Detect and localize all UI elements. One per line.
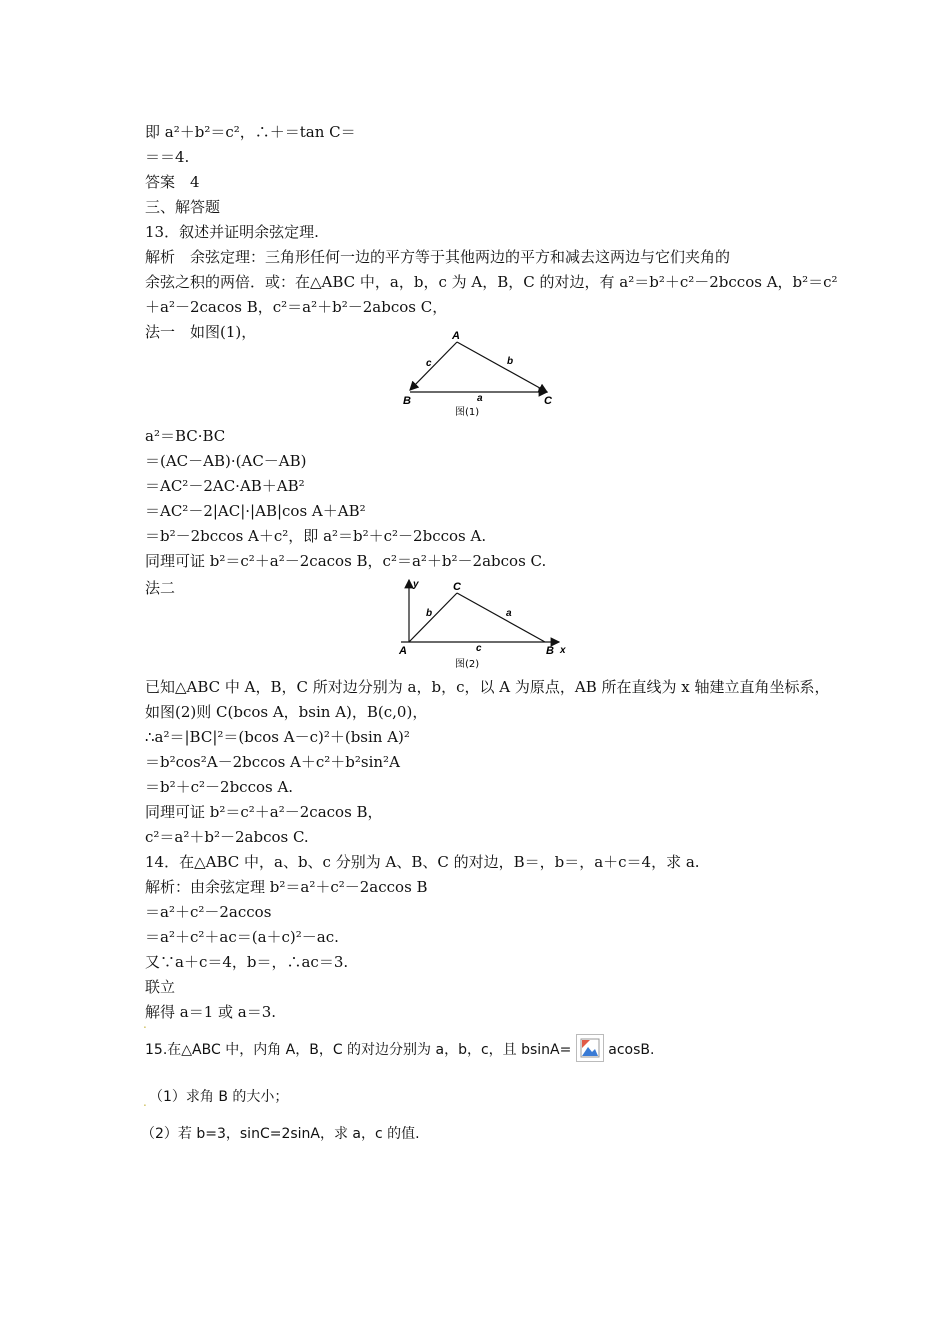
q15-stem-after: acosB. xyxy=(608,1042,655,1058)
text-line: 解析：由余弦定理 b²＝a²＋c²－2accos B xyxy=(145,878,428,896)
text-line: ＝a²＋c²－2accos xyxy=(145,903,272,921)
text-line: 已知△ABC 中 A，B，C 所对边分别为 a，b，c，以 A 为原点，AB 所在直线为 x 轴建立直角坐标系， xyxy=(145,678,830,696)
text-line: ＝AC²－2|AC|·|AB|cos A＋AB² xyxy=(145,502,366,520)
text-line: 同理可证 b²＝c²＋a²－2cacos B，c²＝a²＋b²－2abcos C. xyxy=(145,552,547,570)
figure-1-triangle xyxy=(395,328,565,422)
method-1-heading: 法一 如图(1)， xyxy=(145,323,257,341)
text-line: c²＝a²＋b²－2abcos C. xyxy=(145,828,309,846)
text-line: ∴a²＝|BC|²＝(bcos A－c)²＋(bsin A)² xyxy=(145,728,410,746)
fig1-side-b: b xyxy=(507,356,514,367)
fig1-vertex-c: C xyxy=(544,395,552,407)
fig1-vertex-a: A xyxy=(452,330,460,342)
fig1-caption: 图(1) xyxy=(455,407,480,418)
text-line: ＋a²－2cacos B，c²＝a²＋b²－2abcos C， xyxy=(145,298,448,316)
text-line: 即 a²＋b²＝c²，∴＋＝tan C＝ xyxy=(145,123,356,141)
text-line: ＝(AC－AB)·(AC－AB) xyxy=(145,452,307,470)
text-line: 如图(2)则 C(bcos A，bsin A)，B(c,0)， xyxy=(145,703,428,721)
fig1-side-a: a xyxy=(477,393,483,404)
fig2-caption: 图(2) xyxy=(455,659,480,670)
q15-stem-before: 15.在△ABC 中，内角 A，B，C 的对边分别为 a，b，c，且 bsinA= xyxy=(145,1042,572,1058)
text-line: 解析 余弦定理：三角形任何一边的平方等于其他两边的平方和减去这两边与它们夹角的 xyxy=(145,248,731,266)
text-line: 联立 xyxy=(145,978,176,996)
text-line: 余弦之积的两倍．或：在△ABC 中，a，b，c 为 A，B，C 的对边，有 a²＝b²＋c²－2bccos A，b²＝c² xyxy=(145,273,838,291)
broken-image-icon xyxy=(576,1034,604,1062)
fig2-side-c: c xyxy=(476,643,482,654)
marker-dot: . xyxy=(143,1095,147,1109)
text-line: ＝b²＋c²－2bccos A. xyxy=(145,778,294,796)
q15-part-2: （2）若 b=3，sinC=2sinA，求 a，c 的值. xyxy=(141,1126,420,1142)
text-line: a²＝BC·BC xyxy=(145,427,226,445)
fig2-vertex-c: C xyxy=(453,581,461,593)
text-line: ＝b²－2bccos A＋c²，即 a²＝b²＋c²－2bccos A. xyxy=(145,527,487,545)
question-14: 14．在△ABC 中，a、b、c 分别为 A、B、C 的对边，B＝，b＝，a＋c＝4，求 a. xyxy=(145,853,700,871)
text-line: 又∵a＋c＝4，b＝，∴ac＝3. xyxy=(145,953,349,971)
text-line: ＝a²＋c²＋ac＝(a＋c)²－ac. xyxy=(145,928,339,946)
marker-dot: . xyxy=(143,1017,147,1031)
question-15 xyxy=(145,1036,654,1064)
q15-part-1: （1）求角 B 的大小； xyxy=(149,1089,289,1105)
text-line: ＝＝4. xyxy=(145,148,190,166)
fig2-side-a: a xyxy=(506,608,512,619)
question-13: 13．叙述并证明余弦定理. xyxy=(145,223,319,241)
method-2-heading: 法二 xyxy=(145,579,176,597)
section-heading: 三、解答题 xyxy=(145,198,221,216)
fig1-side-c: c xyxy=(426,358,432,369)
fig2-vertex-b: B xyxy=(546,645,554,657)
fig2-vertex-a: A xyxy=(399,645,407,657)
text-line: ＝AC²－2AC·AB＋AB² xyxy=(145,477,305,495)
answer-line: 答案 4 xyxy=(145,173,200,191)
fig1-vertex-b: B xyxy=(403,395,411,407)
fig2-axis-y: y xyxy=(413,579,419,590)
text-line: 同理可证 b²＝c²＋a²－2cacos B， xyxy=(145,803,383,821)
fig2-side-b: b xyxy=(426,608,433,619)
fig2-axis-x: x xyxy=(560,645,566,656)
figure-2-coordinate-triangle xyxy=(395,576,575,670)
text-line: ＝b²cos²A－2bccos A＋c²＋b²sin²A xyxy=(145,753,400,771)
text-line: 解得 a＝1 或 a＝3. xyxy=(145,1003,277,1021)
